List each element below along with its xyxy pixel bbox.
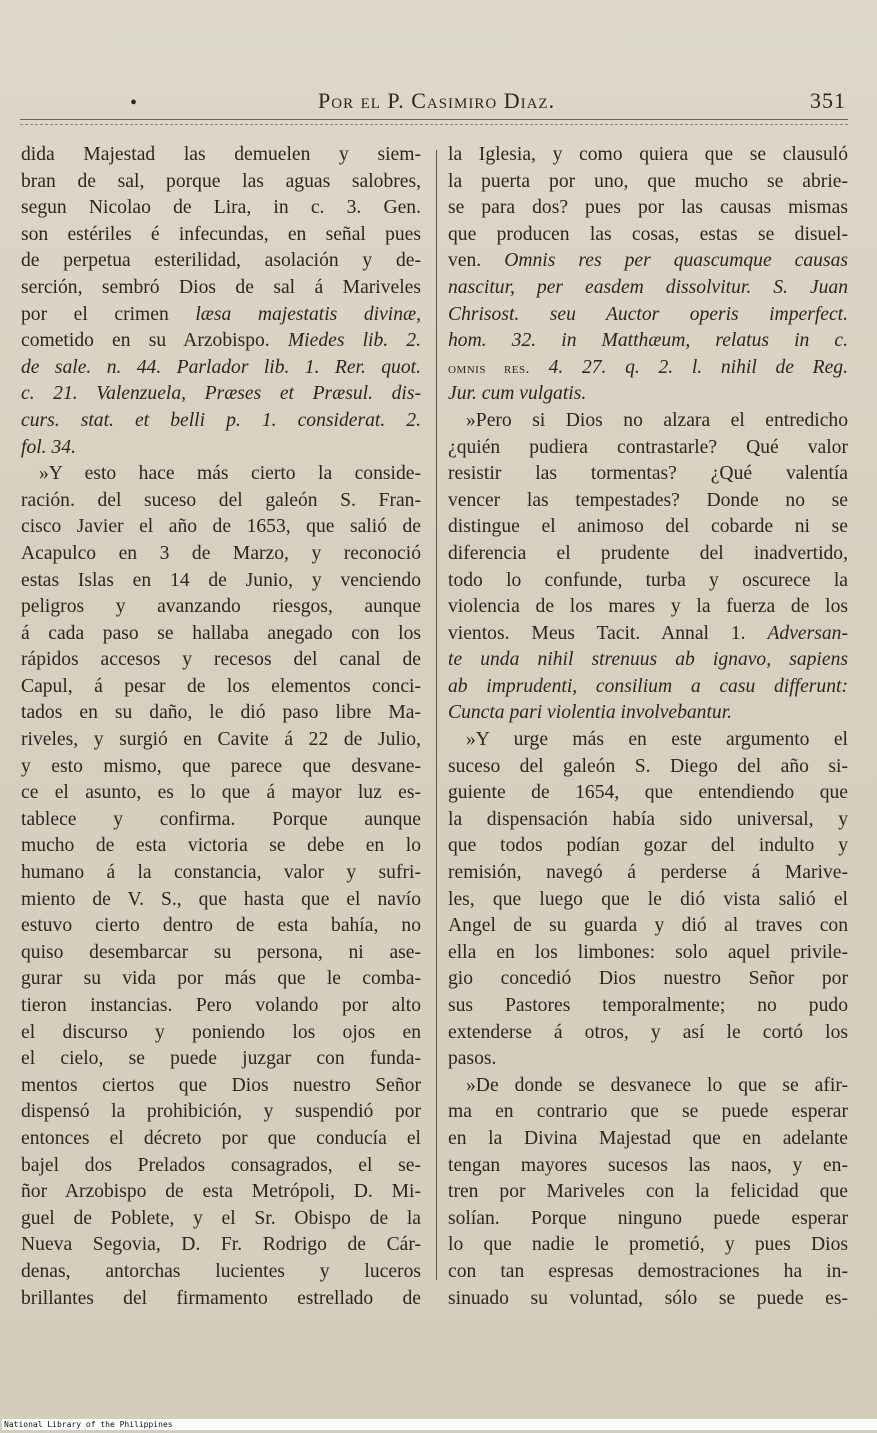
text-line: ven. Omnis res per quascumque causas [448,250,849,272]
text-line: suceso del galeón S. Diego del año si- [448,755,848,777]
text-line: ce el asunto, es lo que á mayor luz es- [21,782,421,804]
text-line: y esto mismo, que parece que desvane- [21,755,421,777]
text-line: pasos. [448,1048,497,1070]
running-header [18,84,864,116]
header-title: Por el P. Casimiro Diaz. [318,88,556,113]
text-line: curs. stat. et belli p. 1. considerat. 2. [21,409,421,431]
text-line: vencer las tempestades? Donde no se [448,489,848,511]
right-column [448,142,848,1312]
text-line: »Pero si Dios no alzara el entredicho [466,409,848,431]
text-line: gio concedió Dios nuestro Señor por [448,968,848,990]
text-line: bajel dos Prelados consagrados, el se- [21,1154,421,1176]
text-line: fol. 34. [21,436,76,458]
text-line: resistir las tormentas? ¿Qué valentía [448,463,848,485]
text-line: ración. del suceso del galeón S. Fran- [21,489,421,511]
text-line: diferencia el prudente del inadvertido, [448,542,848,564]
text-line: ma en contrario que se puede esperar [448,1101,848,1123]
text-line: dida Majestad las demuelen y siem- [21,144,421,165]
text-line: dispensó la prohibición, y suspendió por [21,1101,421,1123]
left-column [21,142,421,1312]
text-line: de perpetua esterilidad, asolación y de- [21,250,421,272]
text-line: omnis res. 4. 27. q. 2. l. nihil de Reg. [448,356,849,378]
text-line: con tan espresas demostraciones ha in- [448,1260,848,1282]
text-line: ¿quién pudiera contrastarle? Qué valor [448,436,848,458]
text-line: »De donde se desvanece lo que se afir- [466,1074,848,1096]
text-line: guel de Poblete, y el Sr. Obispo de la [21,1207,421,1229]
text-line: de sale. n. 44. Parlador lib. 1. Rer. quot. [21,356,421,378]
text-line: ñor Arzobispo de esta Metrópoli, D. Mi- [21,1181,421,1203]
text-line: Angel de su guarda y dió al traves con [448,915,848,937]
text-line: hom. 32. in Matthæum, relatus in c. [448,330,848,352]
text-line: nascitur, per easdem dissolvitur. S. Juan [448,276,848,298]
text-line: denas, antorchas lucientes y luceros [21,1260,421,1282]
text-line: tengan mayores sucesos las naos, y en- [448,1154,848,1176]
text-line: en la Divina Majestad que en adelante [448,1127,848,1149]
text-line: segun Nicolao de Lira, in c. 3. Gen. [21,197,421,219]
text-line: que todos podían gozar del indulto y [448,835,848,857]
text-line: riveles, y surgió en Cavite á 22 de Julio, [21,729,421,751]
text-line: que producen las cosas, estas se disuel- [448,223,848,245]
text-line: Acapulco en 3 de Marzo, y reconoció [21,542,421,564]
text-line: tren por Mariveles con la felicidad que [448,1181,848,1203]
text-line: la dispensación había sido universal, y [448,808,848,830]
text-line: remisión, navegó á perderse á Marive- [448,862,848,884]
header-rule [20,119,848,125]
text-line: c. 21. Valenzuela, Præses et Præsul. dis- [21,383,421,405]
text-line: estas Islas en 14 de Junio, y venciendo [21,569,421,591]
header-dot: • [130,92,138,114]
text-line: peligros y avanzando riesgos, aunque [21,596,421,618]
text-line: Chrisost. seu Auctor operis imperfect. [448,303,848,325]
text-line: distingue el animoso del cobarde ni se [448,516,848,538]
text-line: te unda nihil strenuus ab ignavo, sapiens [448,649,848,671]
text-line: sinuado su voluntad, sólo se puede es- [448,1287,848,1309]
text-line: miento de V. S., que hasta que el navío [21,888,421,910]
text-line: son estériles é infecundas, en señal pues [21,223,421,245]
text-line: bran de sal, porque las aguas salobres, [21,170,421,192]
text-line: gurar su vida por más que le comba- [21,968,421,990]
text-line: mentos ciertos que Dios nuestro Señor [21,1074,421,1096]
text-line: vientos. Meus Tacit. Annal 1. Adversan- [448,622,848,644]
text-line: brillantes del firmamento estrellado de [21,1287,421,1309]
text-line: rápidos accesos y recesos del canal de [21,649,421,671]
column-divider [436,150,437,1280]
text-line: tablece y confirma. Porque aunque [21,808,421,830]
text-line: lo que nadie le prometió, y pues Dios [448,1234,848,1256]
text-line: la puerta por uno, que mucho se abrie- [448,170,848,192]
text-line: serción, sembró Dios de sal á Mariveles [21,276,421,298]
text-line: violencia de los mares y la fuerza de los [448,596,848,618]
text-line: »Y esto hace más cierto la conside- [39,463,421,485]
text-line: Cuncta pari violentia involvebantur. [448,702,733,724]
text-line: el cielo, se puede juzgar con funda- [21,1048,421,1070]
text-line: quiso desembarcar su persona, ni ase- [21,941,421,963]
text-line: tados en su daño, le dió paso libre Ma- [21,702,421,724]
text-line: á cada paso se hallaba anegado con los [21,622,421,644]
page-number: 351 [810,88,846,113]
text-line: »Y urge más en este argumento el [466,729,848,751]
text-line: solían. Porque ninguno puede esperar [448,1207,848,1229]
text-line: se para dos? pues por las causas mismas [448,197,848,219]
text-line: sus Pastores temporalmente; no pudo [448,995,848,1016]
text-line: entonces el décreto por que conducía el [21,1127,421,1149]
text-line: ella en los limbones: solo aquel privile- [448,941,848,963]
text-line: Nueva Segovia, D. Fr. Rodrigo de Cár- [21,1234,421,1256]
text-line: tieron instancias. Pero volando por alto [21,995,421,1016]
text-line: cisco Javier el año de 1653, que salió de [21,516,421,538]
text-line: Capul, á pesar de los elementos conci- [21,675,421,697]
text-line: ab imprudenti, consilium a casu differunt: [448,675,848,697]
text-line: la Iglesia, y como quiera que se clausuló [448,144,848,165]
text-line: cometido en su Arzobispo. Miedes lib. 2. [21,330,422,352]
text-line: guiente de 1654, que entendiendo que [448,782,848,804]
text-line: el discurso y poniendo los ojos en [21,1021,421,1043]
text-line: Jur. cum vulgatis. [448,383,587,405]
library-footer: National Library of the Philippines [2,1419,877,1430]
text-line: les, que luego que le dió vista salió el [448,888,848,910]
text-line: todo lo confunde, turba y oscurece la [448,569,848,591]
text-line: extenderse á otros, y así le cortó los [448,1021,848,1043]
text-line: por el crimen læsa majestatis divinæ, [21,303,422,325]
text-line: mucho de esta victoria se debe en lo [21,835,421,857]
text-line: humano á la constancia, valor y sufri- [21,862,421,884]
text-line: estuvo cierto dentro de esta bahía, no [21,915,421,937]
